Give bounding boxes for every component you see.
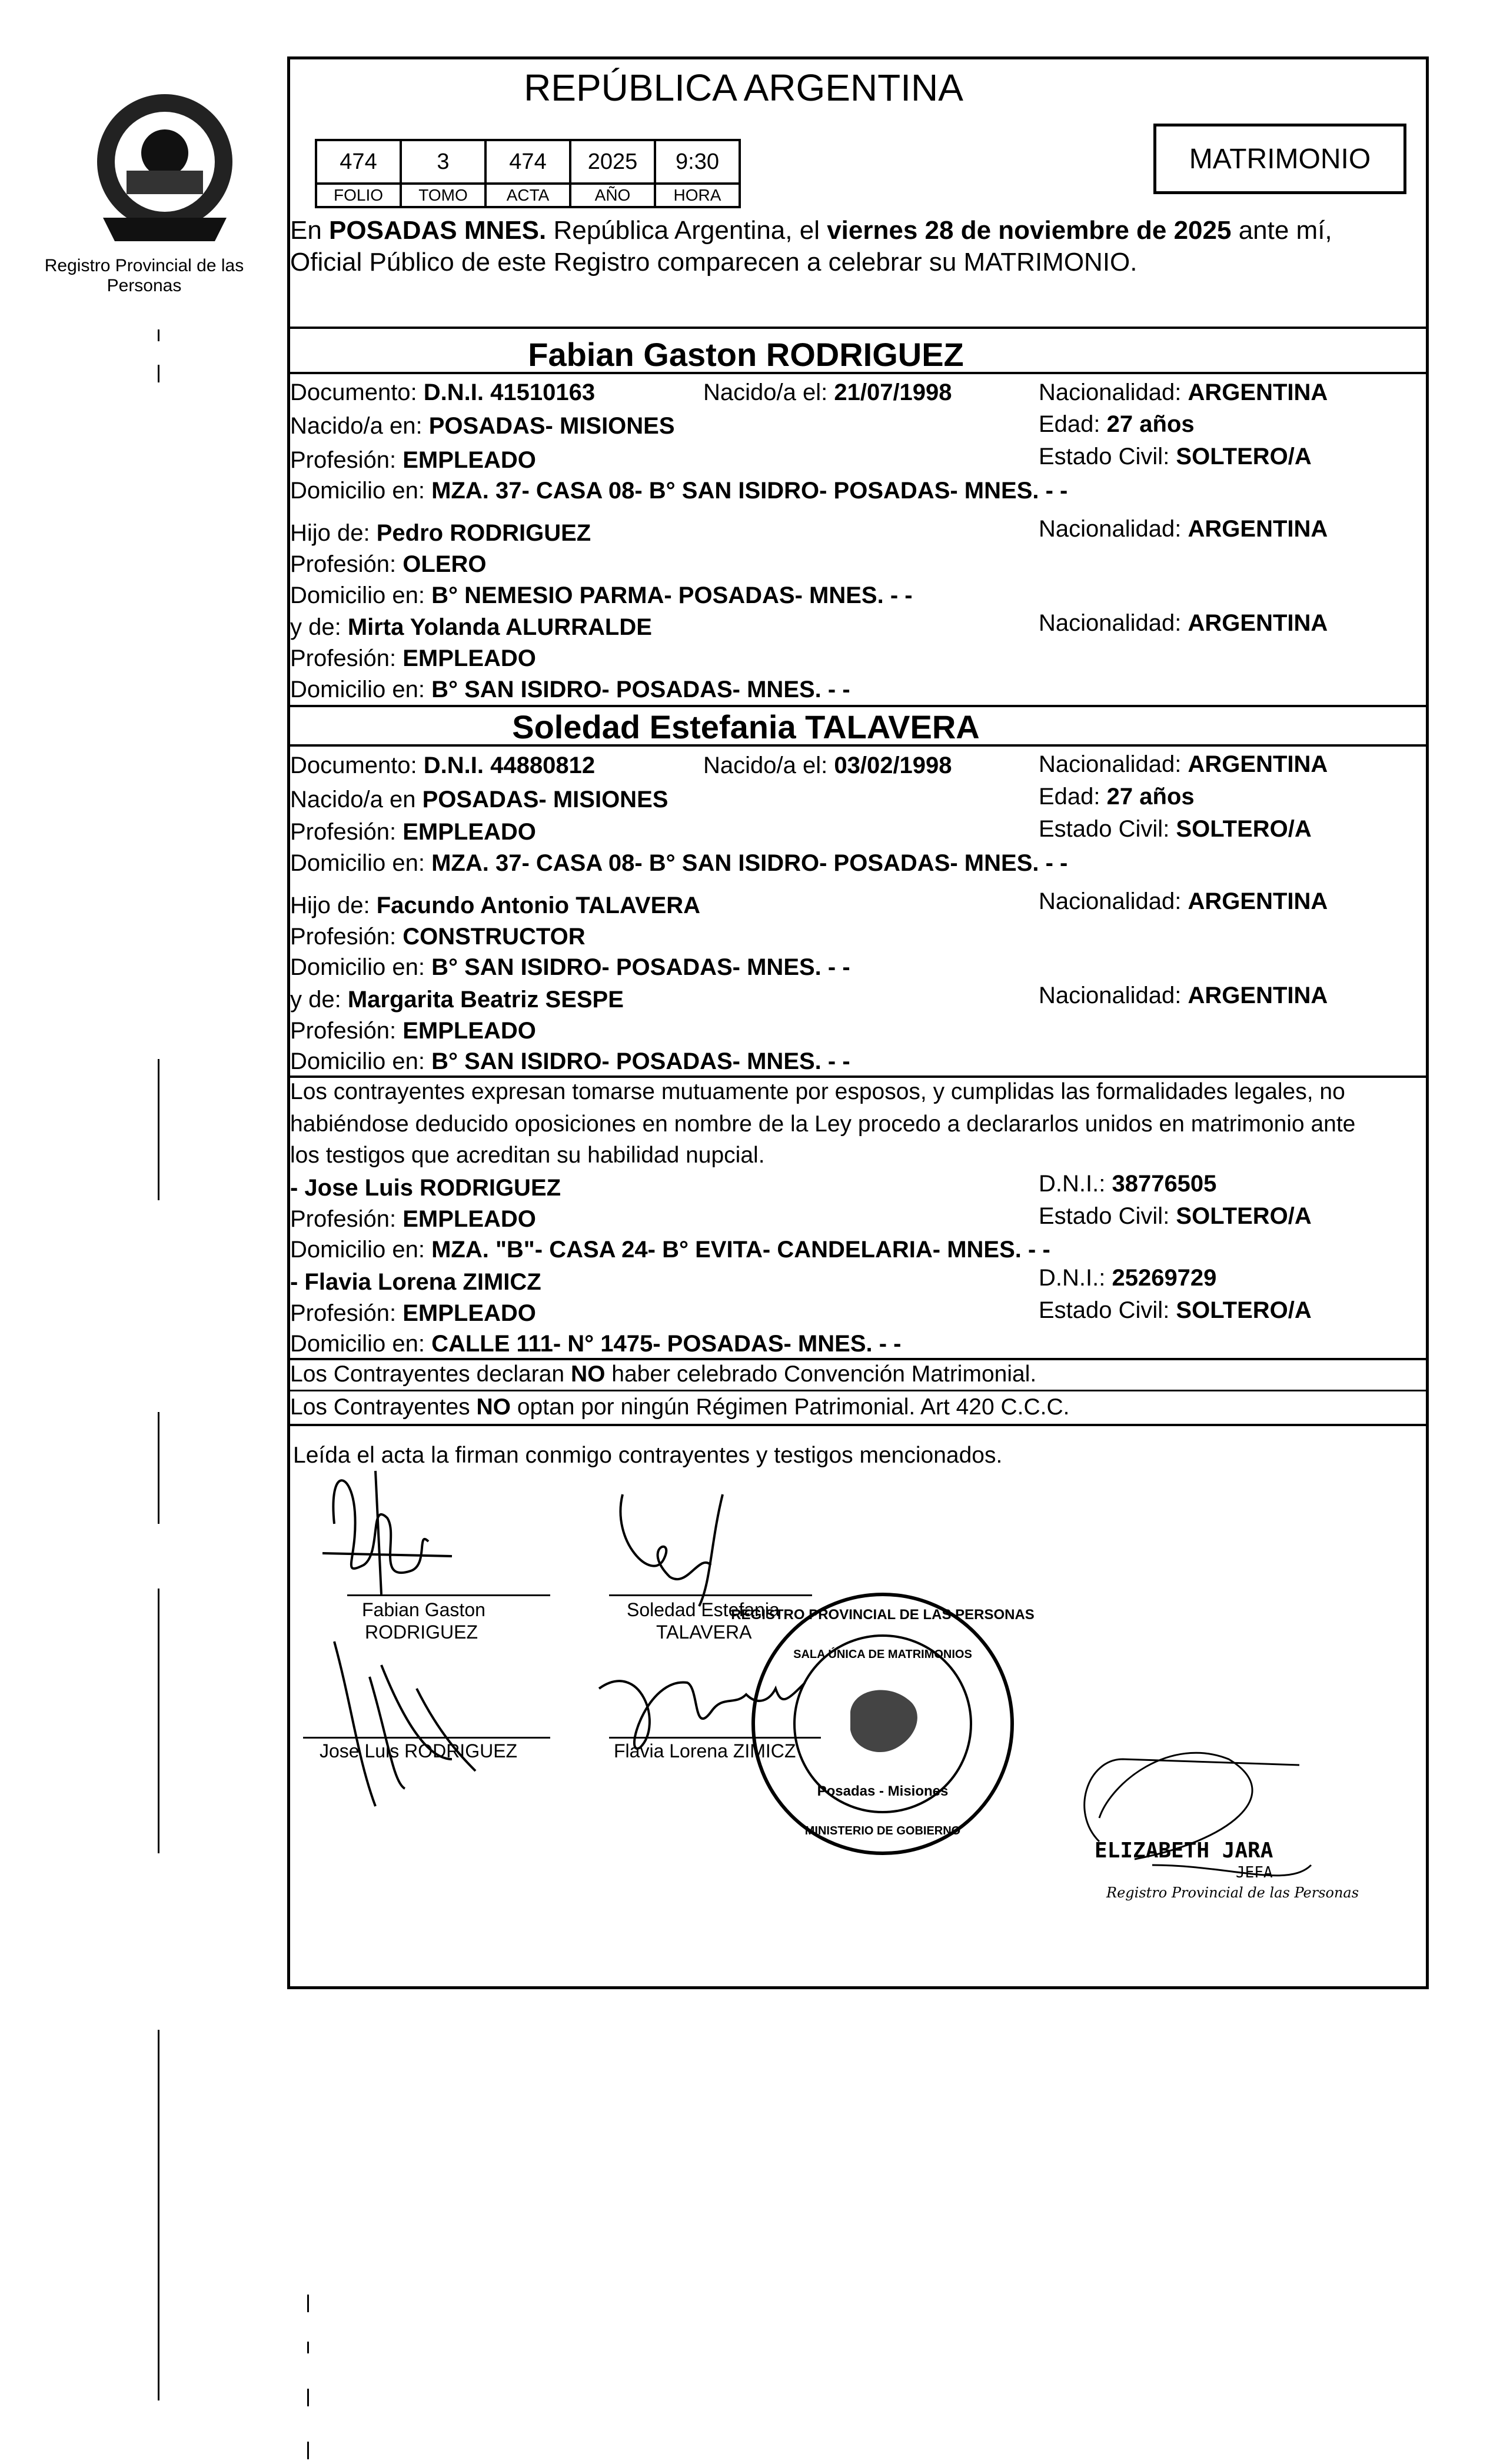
witness-2-profession: Profesión: EMPLEADO (290, 1300, 536, 1326)
seal-label: Registro Provincial de las Personas (44, 256, 244, 295)
groom-address: Domicilio en: MZA. 37- CASA 08- B° SAN ISIDRO- POSADAS- MNES. - - (290, 478, 1068, 504)
country-title: REPÚBLICA ARGENTINA (524, 66, 963, 109)
divider (287, 1390, 1429, 1391)
divider (287, 1424, 1429, 1426)
record-type-box (1153, 124, 1406, 194)
folio-value: 474 (316, 140, 401, 184)
groom-father: Hijo de: Pedro RODRIGUEZ (290, 520, 591, 546)
groom-mother: y de: Mirta Yolanda ALURRALDE (290, 614, 652, 640)
closing-text: Leída el acta la firman conmigo contrayentes y testigos mencionados. (293, 1443, 1003, 1468)
groom-father-nationality: Nacionalidad: ARGENTINA (1039, 516, 1328, 542)
margin-mark (158, 1412, 159, 1524)
stamp-ministry: MINISTERIO DE GOBIERNO (804, 1824, 961, 1837)
bride-signature-label-1: Soledad Estefania (627, 1599, 780, 1620)
bride-mother-nationality: Nacionalidad: ARGENTINA (1039, 983, 1328, 1008)
bride-nationality: Nacionalidad: ARGENTINA (1039, 751, 1328, 777)
bride-mother-profession: Profesión: EMPLEADO (290, 1018, 536, 1044)
record-table (315, 139, 741, 208)
official-office: Registro Provincial de las Personas (1106, 1884, 1359, 1901)
intro-line-1: En POSADAS MNES. República Argentina, el viernes 28 de noviembre de 2025 ante mí, (290, 216, 1332, 245)
bride-civil-status: Estado Civil: SOLTERO/A (1039, 816, 1312, 842)
bride-profession: Profesión: EMPLEADO (290, 819, 536, 845)
witness-2-civil-status: Estado Civil: SOLTERO/A (1039, 1297, 1312, 1323)
margin-mark (158, 1589, 159, 1853)
intro-date: viernes 28 de noviembre de 2025 (827, 216, 1232, 245)
stamp-outer-text: REGISTRO PROVINCIAL DE LAS PERSONAS (731, 1607, 1035, 1623)
groom-age: Edad: 27 años (1039, 411, 1195, 437)
witness-2-name: - Flavia Lorena ZIMICZ (290, 1269, 541, 1295)
divider (287, 327, 1429, 329)
groom-signature-label-1: Fabian Gaston (362, 1599, 485, 1620)
declaration-line-1: Los contrayentes expresan tomarse mutuamente por esposos, y cumplidas las formalidades legales, no (290, 1079, 1345, 1104)
bride-mother-address: Domicilio en: B° SAN ISIDRO- POSADAS- MNES. - - (290, 1048, 850, 1074)
bride-father-nationality: Nacionalidad: ARGENTINA (1039, 888, 1328, 914)
groom-father-address: Domicilio en: B° NEMESIO PARMA- POSADAS- MNES. - - (290, 582, 913, 608)
intro-line-2: Oficial Público de este Registro comparecen a celebrar su MATRIMONIO. (290, 248, 1138, 277)
groom-born: Nacido/a el: 21/07/1998 (703, 379, 952, 405)
bride-birthplace: Nacido/a en POSADAS- MISIONES (290, 787, 668, 813)
groom-mother-address: Domicilio en: B° SAN ISIDRO- POSADAS- MNES. - - (290, 677, 850, 702)
witness1-signature (334, 1641, 475, 1806)
bride-signature (620, 1494, 723, 1606)
stamp-inner-text: SALA ÚNICA DE MATRIMONIOS (793, 1648, 972, 1661)
groom-nationality: Nacionalidad: ARGENTINA (1039, 379, 1328, 405)
anio-label: AÑO (570, 184, 655, 207)
witness-1-name: - Jose Luis RODRIGUEZ (290, 1175, 561, 1201)
bride-doc: Documento: D.N.I. 44880812 (290, 752, 596, 778)
bride-address: Domicilio en: MZA. 37- CASA 08- B° SAN ISIDRO- POSADAS- MNES. - - (290, 850, 1068, 876)
groom-signature (322, 1471, 452, 1594)
groom-doc: Documento: D.N.I. 41510163 (290, 379, 596, 405)
acta-label: ACTA (485, 184, 570, 207)
divider (287, 705, 1429, 707)
margin-mark (307, 2389, 309, 2406)
groom-signature-label-2: RODRIGUEZ (365, 1621, 478, 1643)
official-stamp (731, 1589, 1035, 1859)
record-type: MATRIMONIO (1189, 143, 1371, 175)
anio-value: 2025 (570, 140, 655, 184)
witness-2-dni: D.N.I.: 25269729 (1039, 1265, 1217, 1291)
groom-birthplace: Nacido/a en: POSADAS- MISIONES (290, 413, 675, 439)
groom-name: Fabian Gaston RODRIGUEZ (528, 336, 964, 373)
margin-mark (158, 1059, 159, 1200)
witness2-signature-label: Flavia Lorena ZIMICZ (614, 1740, 796, 1762)
tomo-label: TOMO (401, 184, 485, 207)
divider (287, 744, 1429, 747)
bride-father-address: Domicilio en: B° SAN ISIDRO- POSADAS- MNES. - - (290, 954, 850, 980)
hora-value: 9:30 (655, 140, 740, 184)
groom-civil-status: Estado Civil: SOLTERO/A (1039, 444, 1312, 470)
witness-1-dni: D.N.I.: 38776505 (1039, 1171, 1217, 1197)
witness1-signature-label: Jose Luis RODRIGUEZ (320, 1740, 518, 1762)
margin-mark (307, 2342, 309, 2353)
margin-mark (307, 2295, 309, 2312)
groom-father-profession: Profesión: OLERO (290, 551, 487, 577)
margin-mark (158, 2030, 159, 2400)
groom-mother-nationality: Nacionalidad: ARGENTINA (1039, 610, 1328, 636)
tomo-value: 3 (401, 140, 485, 184)
witness-1-profession: Profesión: EMPLEADO (290, 1206, 536, 1232)
witness-1-civil-status: Estado Civil: SOLTERO/A (1039, 1203, 1312, 1229)
hora-label: HORA (655, 184, 740, 207)
official-role: JEFA (1236, 1864, 1273, 1882)
witness-2-address: Domicilio en: CALLE 111- N° 1475- POSADAS- MNES. - - (290, 1331, 902, 1357)
margin-mark (307, 2442, 309, 2459)
bride-age: Edad: 27 años (1039, 784, 1195, 810)
bride-born: Nacido/a el: 03/02/1998 (703, 752, 952, 778)
declaration-line-3: los testigos que acreditan su habilidad nupcial. (290, 1143, 765, 1168)
convention-line-1: Los Contrayentes declaran NO haber celebrado Convención Matrimonial. (290, 1361, 1037, 1387)
groom-profession: Profesión: EMPLEADO (290, 447, 536, 473)
bride-name: Soledad Estefania TALAVERA (512, 708, 980, 745)
bride-father: Hijo de: Facundo Antonio TALAVERA (290, 893, 701, 918)
bride-father-profession: Profesión: CONSTRUCTOR (290, 924, 586, 950)
bride-signature-label-2: TALAVERA (656, 1621, 752, 1643)
acta-value: 474 (485, 140, 570, 184)
official-name: ELIZABETH JARA (1095, 1839, 1273, 1863)
intro-place: POSADAS MNES. (329, 216, 547, 245)
stamp-city: Posadas - Misiones (817, 1783, 949, 1799)
divider (287, 372, 1429, 374)
groom-mother-profession: Profesión: EMPLEADO (290, 645, 536, 671)
witness-1-address: Domicilio en: MZA. "B"- CASA 24- B° EVITA- CANDELARIA- MNES. - - (290, 1237, 1050, 1263)
folio-label: FOLIO (316, 184, 401, 207)
stamp-map-icon (850, 1690, 917, 1752)
bride-mother: y de: Margarita Beatriz SESPE (290, 987, 624, 1013)
declaration-line-2: habiéndose deducido oposiciones en nombre de la Ley procedo a declararlos unidos en matrimonio ante (290, 1111, 1356, 1137)
convention-line-2: Los Contrayentes NO optan por ningún Régimen Patrimonial. Art 420 C.C.C. (290, 1394, 1070, 1420)
